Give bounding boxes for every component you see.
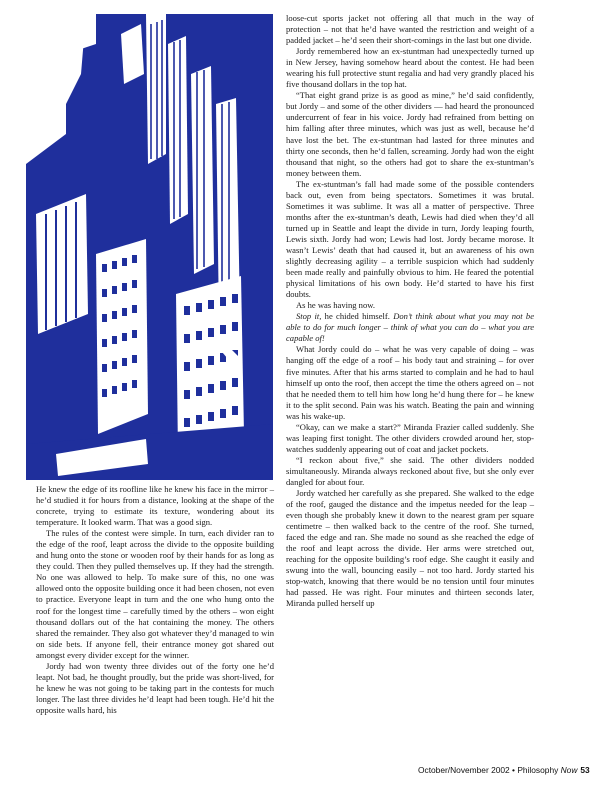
- paragraph: The ex-stuntman’s fall had made some of the possible contenders back out, even from being spectators. Sometimes it was brutal. Sometimes it was sublime. It was all a matter of perspective. Three months after the ex-stuntman’s death, Lewis had died when they’d all turned up in Seattle and leapt the divide in turn, Jordy leaping fourth, Lewis sixth. Jordy had won; Lewis had lost. Jordy became morose. It wasn’t Lewis’ death that had caused it, but an awareness of his own slightly decreasing agility – a terrible suspicion which had suddenly been made really and painfully obvious to him. He feared the potential physical limitations of his own body. He’d started to have his first doubts.: [286, 178, 534, 300]
- right-text-column: [286, 13, 534, 610]
- paragraph: loose-cut sports jacket not offering all that much in the way of protection – not that he’d have wanted the restriction and weight of a padded jacket – he’d seen their short-comings in the last but one divide.: [286, 13, 534, 46]
- paragraph: The rules of the contest were simple. In turn, each divider ran to the edge of the roof, leapt across the divide to the opposite building and hung onto the stone or wooden roof by their hands for as long as they could. Then they pulled themselves up. If they had the strength. No one was allowed to help. To make sure of this, no one was allowed onto the opposite building once it had been chosen, not even to practice. Everyone leapt in turn and the one who hung onto the roof for the longest time – carefully timed by the others – won eight thousand dollars out of the hat containing the money. The others shared the remainder. They also got whatever they’d managed to win on side bets. If anyone fell, their entrance money got shared out amongst every divider except for the winner.: [36, 528, 274, 660]
- paragraph: Jordy had won twenty three divides out of the forty one he’d leapt. Not bad, he thought proudly, but the pride was short-lived, for he knew he was not going to be taking part in the contests for much longer. The last three divides he’d leapt had been tough. He’d hit the opposite walls hard, his: [36, 660, 274, 715]
- issue-date: October/November 2002: [418, 765, 510, 775]
- paragraph: As he was having now.: [296, 300, 375, 311]
- paragraph: What Jordy could do – what he was very capable of doing – was hanging off the edge of a roof – his body taut and straining – for over five minutes. After that his arms started to complain and he had to haul himself up onto the roof, then accept the time the others agreed on – not that he needed them to tell him how long he’d hung there for – he knew it to the split second. Pain was his watch. Beating the pain and winning was his wake-up.: [286, 344, 534, 421]
- paragraph-italic-mixed: [286, 311, 534, 344]
- bullet-separator: •: [509, 765, 518, 775]
- skyscraper-illustration: [26, 14, 273, 480]
- plain-text: , he chided himself.: [319, 311, 394, 322]
- paragraph: “Okay, can we make a start?” Miranda Frazier called suddenly. She was leaping first tonight. The other dividers crowded around her, stop-watches suddenly appearing out of coat and jacket pockets.: [286, 421, 534, 454]
- paragraph: He knew the edge of its roofline like he knew his face in the mirror – he’d studied it for hours from a distance, looking at the shape of the concrete, trying to estimate its texture, wondering about its temperature. It looked warm. That was a good sign.: [36, 484, 274, 528]
- italic-text: Stop it: [296, 311, 320, 322]
- paragraph: Jordy remembered how an ex-stuntman had unexpectedly turned up in New Jersey, having somehow heard about the contest. He had been wearing his full protective stunt regalia and had very grandly placed his five thousand dollars in the top hat.: [286, 46, 534, 90]
- skyscraper-woodcut-icon: [26, 14, 273, 480]
- left-text-column: [36, 484, 274, 716]
- paragraph: “That eight grand prize is as good as mine,” he’d said confidently, but Jordy – and some of the other dividers — had heard the pronounced undercurrent of fear in his voice. Jordy had refrained from betting on him falling after three minutes, which was just as well, because he’d have lost the bet. The ex-stuntman had lasted for three minutes and thirty one seconds, then he’d fallen, screaming. Jordy had won the eight thousand that night, so the others had got to share the ex-stuntman’s money between them.: [286, 90, 534, 178]
- magazine-name: Philosophy: [517, 765, 561, 775]
- magazine-name-italic: Now: [560, 765, 578, 775]
- page-number: 53: [580, 765, 590, 775]
- page-footer: [418, 765, 590, 775]
- paragraph: Jordy watched her carefully as she prepared. She walked to the edge of the roof, gauged the distance and the impetus needed for the leap – even though she probably knew it down to the nearest gram per square centimetre – then walked back to the centre of the roof. She turned, faced the edge and ran. She made no sound as she reached the edge of the roof and leapt across the divide. Her arms were stretched out, reaching for the opposite building’s roof edge. She caught it easily and swung into the wall, bouncing easily – not too hard. Jordy started his stop-watch, knowing that there would be no tension until four minutes had passed. He was right. Four minutes and thirteen seconds later, Miranda pulled herself up: [286, 488, 534, 609]
- paragraph: “I reckon about five,” she said. The other dividers nodded simultaneously. Miranda always reckoned about five, but she only ever dangled for about four.: [286, 454, 534, 487]
- italic-text: Don’t think about what you may not be able to do for much longer – think of what you can do – what you are capable of!: [286, 311, 534, 344]
